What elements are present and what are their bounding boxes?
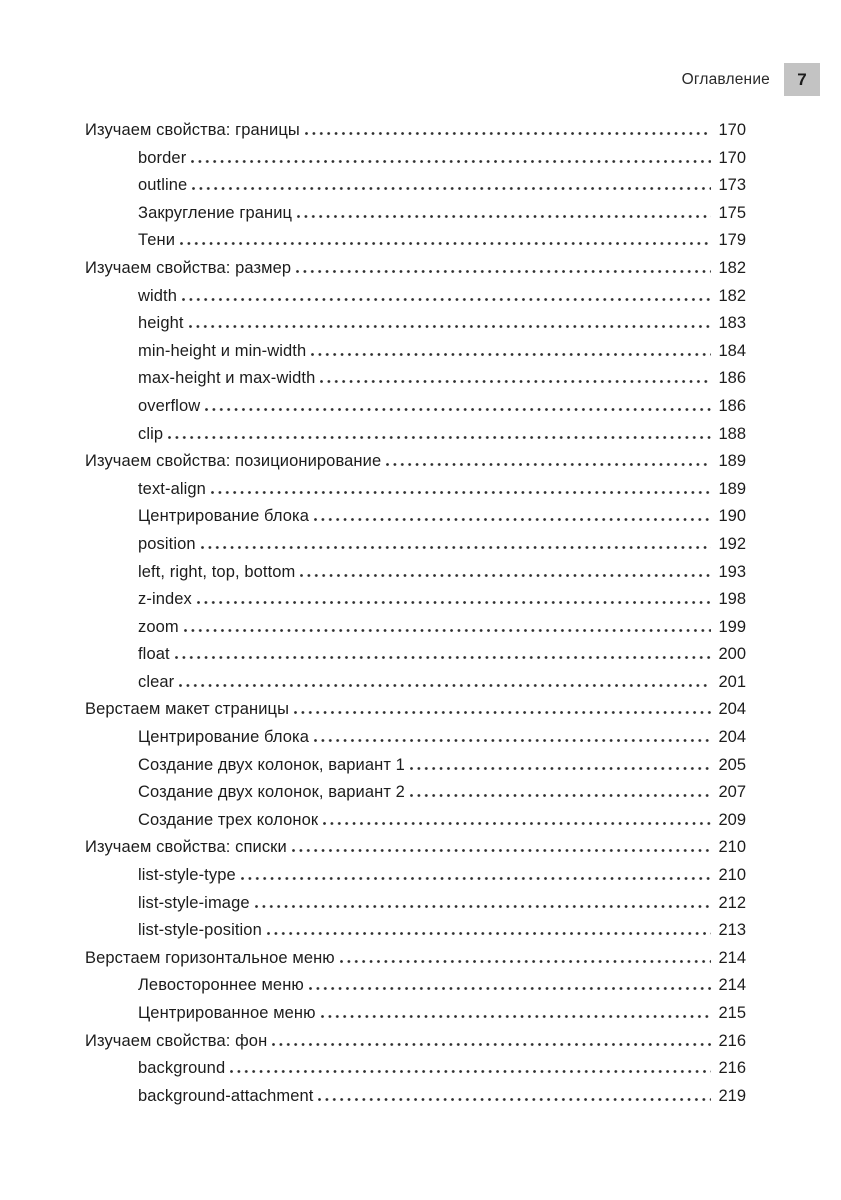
dot-leader bbox=[267, 932, 711, 935]
toc-entry bbox=[85, 1032, 746, 1060]
dot-leader bbox=[311, 353, 711, 356]
toc-entry bbox=[85, 452, 746, 480]
toc-entry bbox=[85, 397, 746, 425]
dot-leader bbox=[201, 546, 711, 549]
toc-entry bbox=[85, 976, 746, 1004]
toc-entry bbox=[85, 783, 746, 811]
toc-entry-title: Центрирование блока bbox=[138, 507, 310, 526]
toc-entry-title: Изучаем свойства: границы bbox=[85, 121, 300, 139]
toc-entry-title: clear bbox=[138, 672, 175, 691]
toc-entry-page: 170 bbox=[718, 121, 746, 139]
toc-entry bbox=[85, 149, 746, 177]
dot-leader bbox=[175, 656, 711, 659]
toc-entry-title: Верстаем горизонтальное меню bbox=[85, 948, 335, 967]
toc-entry bbox=[85, 700, 746, 728]
toc-entry-page: 184 bbox=[718, 341, 746, 360]
toc-entry-page: 216 bbox=[718, 1059, 746, 1078]
toc-entry-title: height bbox=[138, 314, 184, 333]
toc-entry-title: outline bbox=[138, 176, 188, 195]
dot-leader bbox=[179, 684, 711, 687]
toc-entry-page: 205 bbox=[718, 755, 746, 774]
toc-entry-title: float bbox=[138, 645, 170, 664]
dot-leader bbox=[184, 629, 711, 632]
toc-entry-page: 210 bbox=[718, 866, 746, 885]
dot-leader bbox=[197, 601, 711, 604]
dot-leader bbox=[321, 1015, 711, 1018]
dot-leader bbox=[192, 187, 711, 190]
toc-entry-page: 175 bbox=[718, 203, 746, 222]
toc-entry bbox=[85, 590, 746, 618]
toc-entry bbox=[85, 838, 746, 866]
toc-entry bbox=[85, 645, 746, 673]
toc-entry-title: Создание трех колонок bbox=[138, 810, 319, 829]
toc-entry bbox=[85, 342, 746, 370]
toc-entry-page: 186 bbox=[718, 369, 746, 388]
toc-entry-page: 192 bbox=[718, 534, 746, 553]
toc-entry-page: 209 bbox=[718, 810, 746, 829]
toc-entry-page: 173 bbox=[718, 176, 746, 195]
toc-entry-page: 190 bbox=[718, 507, 746, 526]
dot-leader bbox=[182, 298, 711, 301]
toc-entry-page: 188 bbox=[718, 424, 746, 443]
toc-entry-page: 182 bbox=[718, 258, 746, 277]
toc-entry-title: width bbox=[138, 286, 178, 305]
toc-entry-page: 204 bbox=[718, 700, 746, 719]
toc-entry-title: Изучаем свойства: позиционирование bbox=[85, 452, 382, 471]
toc-entry bbox=[85, 949, 746, 977]
toc-entry-title: zoom bbox=[138, 617, 179, 636]
toc-entry-title: list-style-type bbox=[138, 866, 236, 885]
toc-entry bbox=[85, 673, 746, 701]
toc-entry-page: 212 bbox=[718, 893, 746, 912]
dot-leader bbox=[168, 436, 711, 439]
toc-entry-title: overflow bbox=[138, 396, 201, 415]
page-header bbox=[0, 63, 820, 96]
toc-entry-title: list-style-position bbox=[138, 921, 262, 940]
toc-entry-page: 215 bbox=[718, 1004, 746, 1022]
dot-leader bbox=[320, 380, 711, 383]
dot-leader bbox=[340, 960, 711, 963]
dot-leader bbox=[180, 242, 711, 245]
toc-entry-page: 183 bbox=[718, 314, 746, 333]
toc-entry-title: background-attachment bbox=[138, 1086, 314, 1105]
toc-entry bbox=[85, 425, 746, 453]
dot-leader bbox=[410, 767, 711, 770]
toc-entry-title: Левостороннее меню bbox=[138, 976, 304, 995]
toc-entry bbox=[85, 535, 746, 563]
dot-leader bbox=[314, 739, 711, 742]
toc-entry bbox=[85, 728, 746, 756]
dot-leader bbox=[230, 1070, 711, 1073]
toc-entry-title: Изучаем свойства: списки bbox=[85, 838, 287, 857]
toc-entry bbox=[85, 618, 746, 646]
toc-entry-page: 214 bbox=[718, 948, 746, 967]
dot-leader bbox=[318, 1098, 711, 1101]
toc-entry-title: Закругление границ bbox=[138, 203, 293, 222]
dot-leader bbox=[410, 794, 711, 797]
toc-entry bbox=[85, 921, 746, 949]
toc-entry-page: 207 bbox=[718, 783, 746, 802]
toc-entry-page: 199 bbox=[718, 617, 746, 636]
dot-leader bbox=[294, 711, 711, 714]
toc-entry bbox=[85, 369, 746, 397]
toc-entry bbox=[85, 1087, 746, 1115]
toc-entry-title: clip bbox=[138, 424, 164, 443]
toc-entry bbox=[85, 121, 746, 149]
toc-entry bbox=[85, 1059, 746, 1087]
toc-entry bbox=[85, 204, 746, 232]
page-number-box bbox=[784, 63, 820, 96]
toc-entry bbox=[85, 866, 746, 894]
toc-entry bbox=[85, 259, 746, 287]
dot-leader bbox=[309, 987, 711, 990]
toc-entry bbox=[85, 314, 746, 342]
dot-leader bbox=[211, 491, 711, 494]
toc-entry-title: border bbox=[138, 148, 187, 167]
toc-entry-title: background bbox=[138, 1059, 226, 1078]
dot-leader bbox=[205, 408, 711, 411]
toc-entry-page: 213 bbox=[718, 921, 746, 940]
toc-entry-title: text-align bbox=[138, 479, 206, 498]
toc-entry-title: max-height и max-width bbox=[138, 369, 316, 388]
toc-entry-title: Изучаем свойства: размер bbox=[85, 258, 292, 277]
dot-leader bbox=[297, 215, 711, 218]
running-head-title: Оглавление bbox=[681, 70, 770, 88]
toc-entry-title: position bbox=[138, 534, 196, 553]
toc-entry-title: Изучаем свойства: фон bbox=[85, 1031, 268, 1050]
toc-entry-page: 189 bbox=[718, 479, 746, 498]
toc-entry bbox=[85, 507, 746, 535]
toc-entry-page: 214 bbox=[718, 976, 746, 995]
dot-leader bbox=[272, 1043, 711, 1046]
toc-entry-page: 182 bbox=[718, 286, 746, 305]
dot-leader bbox=[323, 822, 711, 825]
dot-leader bbox=[314, 518, 711, 521]
toc-entry-page: 179 bbox=[718, 231, 746, 250]
toc-entry-title: Тени bbox=[138, 231, 176, 250]
toc-entry-page: 170 bbox=[718, 148, 746, 167]
toc-entry-page: 201 bbox=[718, 672, 746, 691]
toc-entry-title: list-style-image bbox=[138, 893, 250, 912]
toc-entry-page: 189 bbox=[718, 452, 746, 471]
toc-entry-page: 216 bbox=[718, 1031, 746, 1050]
toc-entry-page: 210 bbox=[718, 838, 746, 857]
toc-entry-page: 193 bbox=[718, 562, 746, 581]
toc-entry-title: Верстаем макет страницы bbox=[85, 700, 290, 719]
toc-entry-title: Центрирование блока bbox=[138, 728, 310, 747]
toc-entry bbox=[85, 480, 746, 508]
toc-entry bbox=[85, 563, 746, 591]
toc-entry-title: min-height и min-width bbox=[138, 341, 307, 360]
dot-leader bbox=[305, 132, 711, 135]
toc-entry bbox=[85, 1004, 746, 1032]
page-number: 7 bbox=[797, 69, 807, 89]
toc-entry bbox=[85, 287, 746, 315]
dot-leader bbox=[189, 325, 711, 328]
dot-leader bbox=[292, 849, 711, 852]
toc-entry bbox=[85, 894, 746, 922]
toc-entry-page: 186 bbox=[718, 396, 746, 415]
toc-entry-title: z-index bbox=[138, 590, 192, 609]
toc-entry-page: 219 bbox=[718, 1086, 746, 1105]
toc-entry-page: 200 bbox=[718, 645, 746, 664]
dot-leader bbox=[191, 160, 711, 163]
toc-entry bbox=[85, 231, 746, 259]
toc-list bbox=[85, 121, 746, 1114]
toc-entry-title: Создание двух колонок, вариант 2 bbox=[138, 783, 405, 802]
toc-entry-title: Создание двух колонок, вариант 1 bbox=[138, 755, 405, 774]
toc-entry-title: left, right, top, bottom bbox=[138, 562, 296, 581]
toc-entry-page: 198 bbox=[718, 590, 746, 609]
dot-leader bbox=[255, 905, 711, 908]
toc-entry-page: 204 bbox=[718, 728, 746, 747]
dot-leader bbox=[300, 574, 711, 577]
toc-entry bbox=[85, 811, 746, 839]
dot-leader bbox=[296, 270, 711, 273]
toc-entry-title: Центрированное меню bbox=[138, 1004, 316, 1022]
dot-leader bbox=[241, 877, 711, 880]
toc-entry bbox=[85, 176, 746, 204]
dot-leader bbox=[386, 463, 711, 466]
toc-entry bbox=[85, 756, 746, 784]
